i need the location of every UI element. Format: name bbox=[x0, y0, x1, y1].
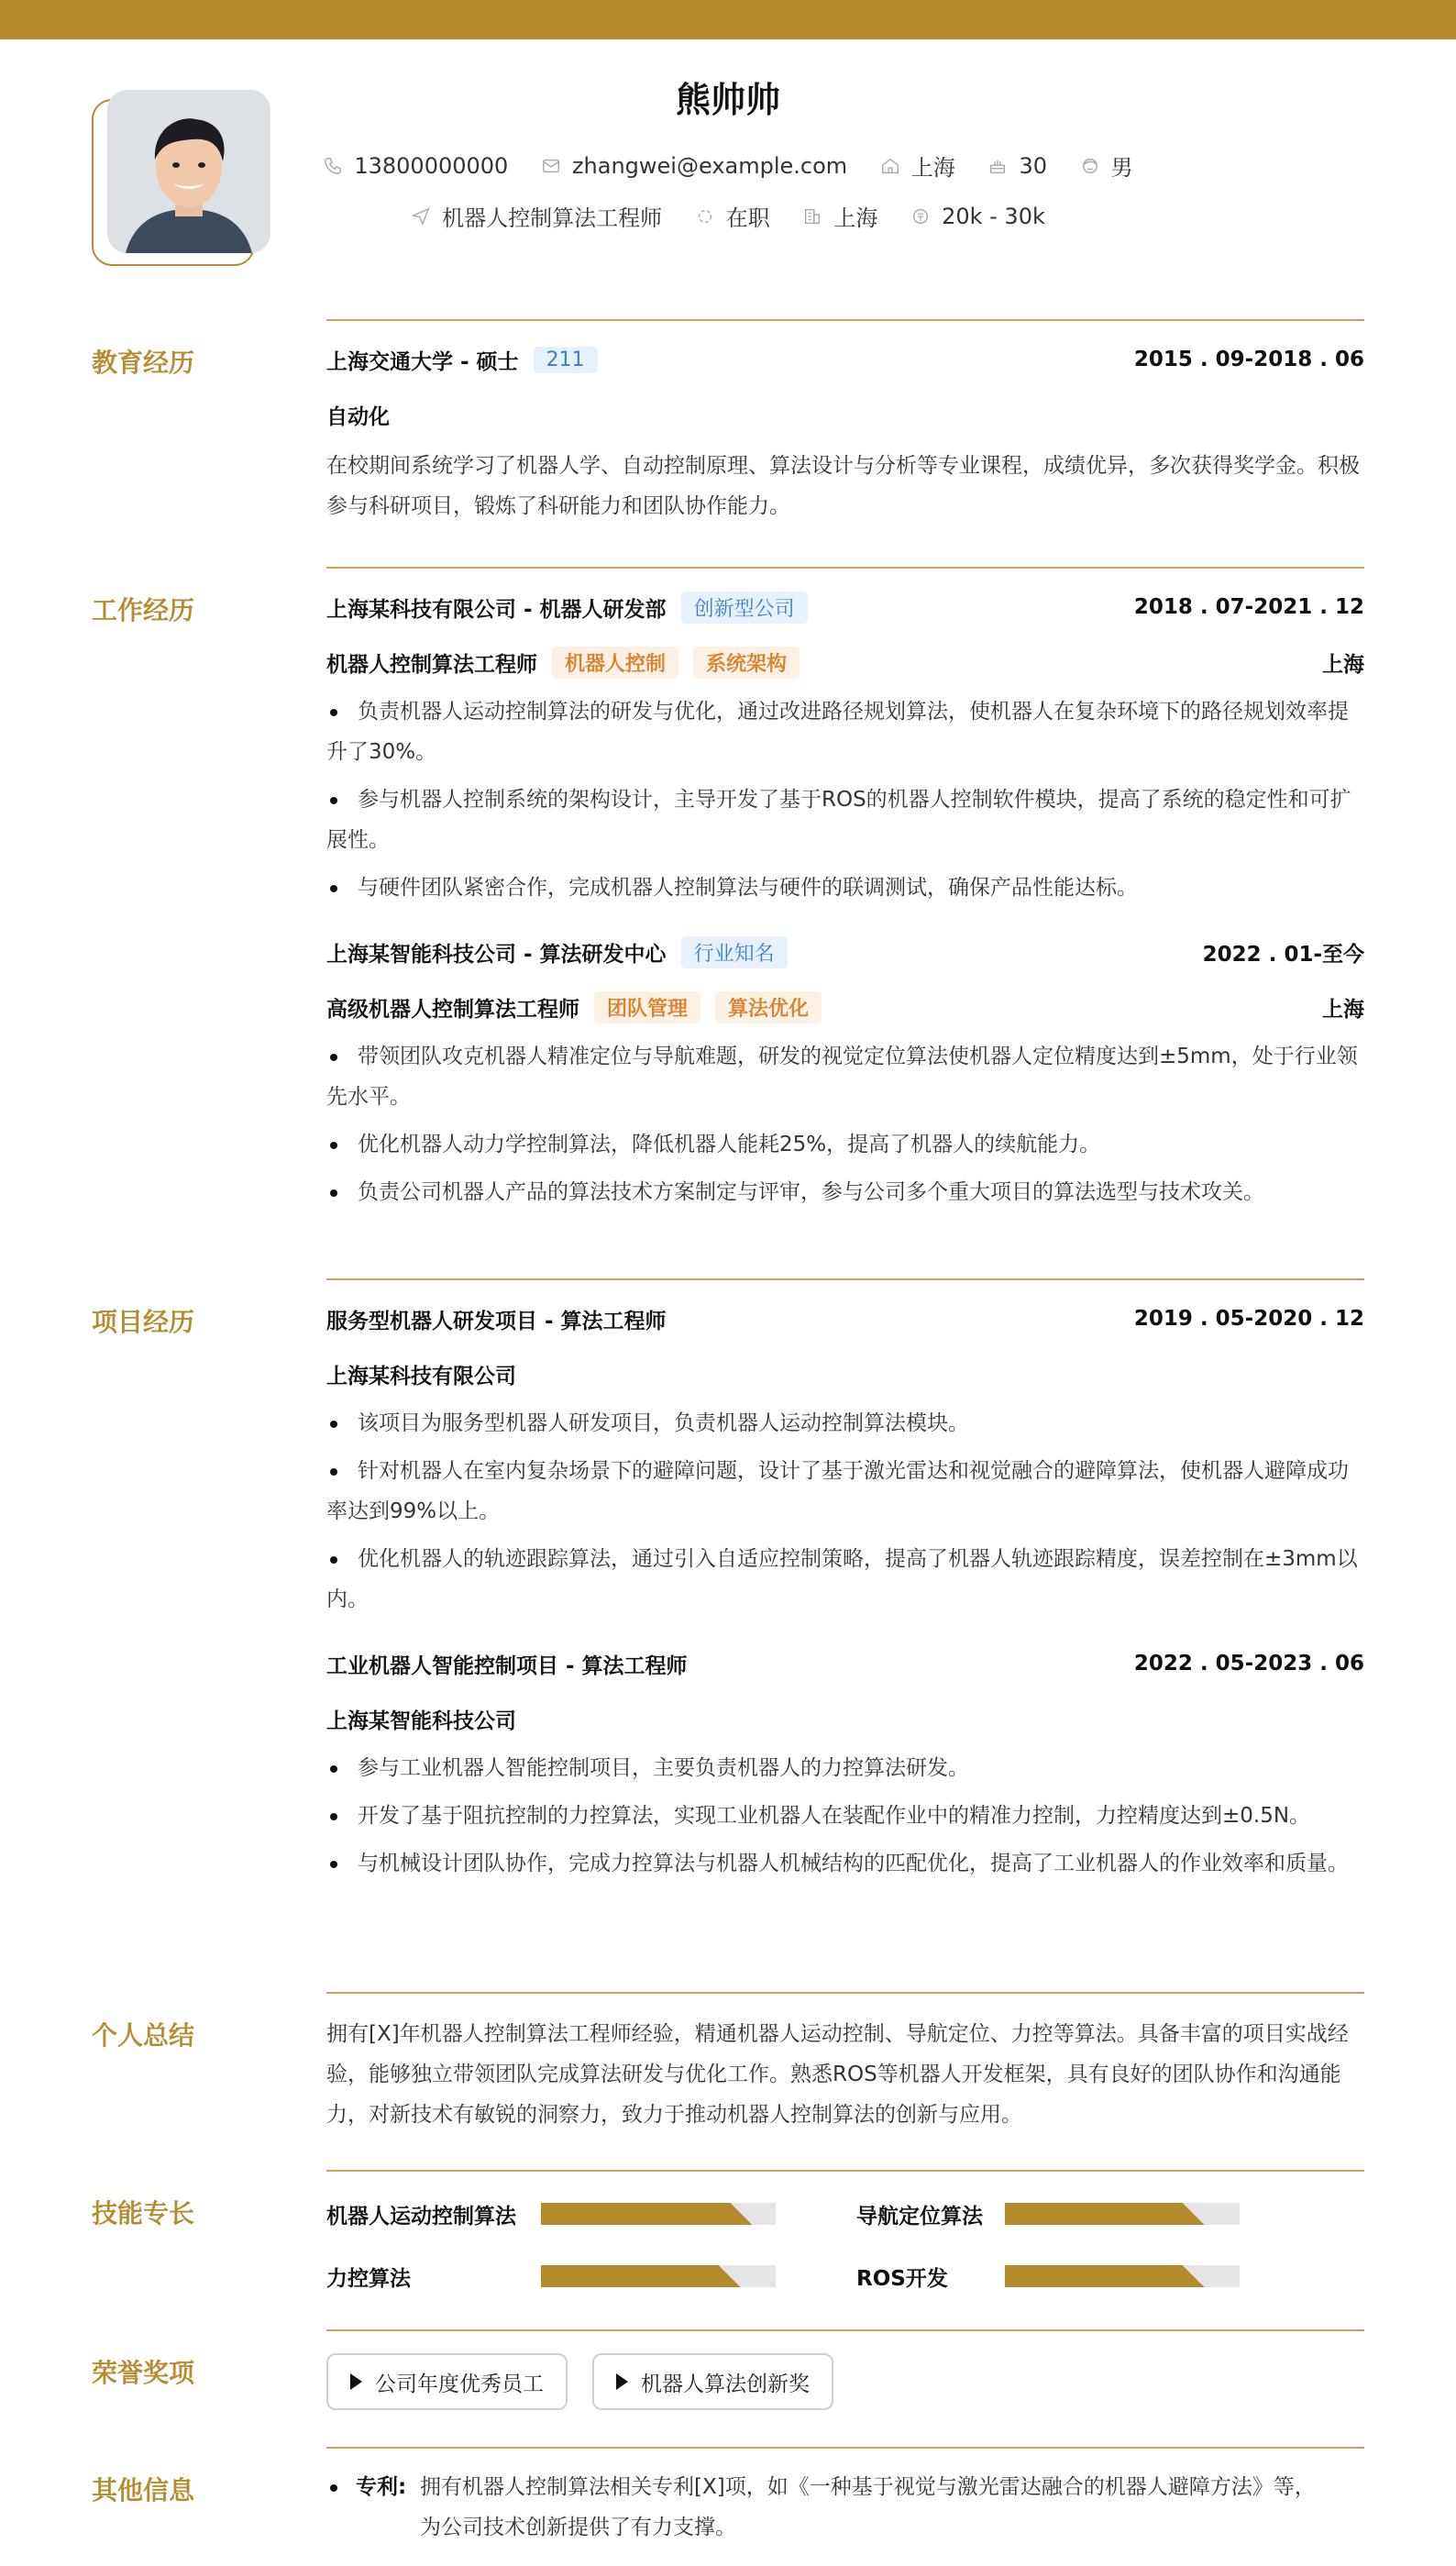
job-title-item bbox=[411, 200, 662, 232]
bullet-dot bbox=[330, 2484, 337, 2492]
projects-content bbox=[326, 1300, 1364, 1891]
list-item: 与机械设计团队协作，完成力控算法与机器人机械结构的匹配优化，提高了工业机器人的作业效率和质量。 bbox=[326, 1843, 1364, 1884]
skill-fill bbox=[1005, 2265, 1205, 2287]
job-header-row bbox=[326, 934, 1364, 970]
role-tag: 团队管理 bbox=[594, 991, 700, 1023]
patent-text-line2: 为公司技术创新提供了有力支撑。 bbox=[420, 2516, 736, 2539]
role-name: 高级机器人控制算法工程师 bbox=[326, 997, 579, 1022]
skill-bar bbox=[1005, 2203, 1240, 2225]
award-item bbox=[592, 2353, 833, 2410]
list-item: 与硬件团队紧密合作，完成机器人控制算法与硬件的联调测试，确保产品性能达标。 bbox=[326, 868, 1364, 908]
list-item: 优化机器人的轨迹跟踪算法，通过引入自适应控制策略，提高了机器人轨迹跟踪精度，误差控制在±3mm以内。 bbox=[326, 1539, 1364, 1620]
company-tag: 创新型公司 bbox=[681, 592, 808, 624]
section-title: 工作经历 bbox=[92, 595, 195, 625]
skill-bar bbox=[541, 2203, 776, 2225]
project-name: 服务型机器人研发项目 - 算法工程师 bbox=[326, 1309, 667, 1333]
location-item bbox=[880, 149, 955, 182]
project-date: 2019 . 05-2020 . 12 bbox=[1133, 1307, 1364, 1331]
role-tag: 算法优化 bbox=[715, 991, 822, 1023]
skill-name: 导航定位算法 bbox=[856, 2204, 983, 2229]
target-city-text: 上海 bbox=[833, 205, 878, 231]
email-item bbox=[541, 153, 847, 179]
education-description: 在校期间系统学习了机器人学、自动控制原理、算法设计与分析等专业课程，成绩优异，多次获得奖学金。积极参与科研项目，锻炼了科研能力和团队协作能力。 bbox=[326, 454, 1360, 518]
skill-name: 力控算法 bbox=[326, 2266, 411, 2291]
skill-fill bbox=[541, 2265, 741, 2287]
list-item: 针对机器人在室内复杂场景下的避障问题，设计了基于激光雷达和视觉融合的避障算法，使机器人避障成功率达到99%以上。 bbox=[326, 1451, 1364, 1532]
project-company: 上海某科技有限公司 bbox=[326, 1364, 516, 1388]
job-entry bbox=[326, 934, 1364, 1212]
award-item bbox=[326, 2353, 568, 2410]
contact-row bbox=[0, 149, 1456, 182]
job-bullets bbox=[326, 691, 1364, 908]
section-divider bbox=[326, 1992, 1364, 1994]
section-divider bbox=[326, 567, 1364, 569]
job-city: 上海 bbox=[1322, 997, 1364, 1022]
mail-icon bbox=[541, 156, 561, 176]
job-city: 上海 bbox=[1322, 652, 1364, 677]
section-divider bbox=[326, 2170, 1364, 2172]
role-row bbox=[326, 644, 1364, 680]
school-tag: 211 bbox=[534, 347, 598, 373]
company-name: 上海某科技有限公司 - 机器人研发部 bbox=[326, 597, 667, 622]
target-city-item bbox=[802, 200, 877, 232]
top-accent-bar bbox=[0, 0, 1456, 39]
age-text: 30 bbox=[1019, 152, 1047, 179]
patent-label: 专利: bbox=[356, 2475, 407, 2499]
section-title: 技能专长 bbox=[92, 2198, 195, 2229]
education-date: 2015 . 09-2018 . 06 bbox=[1133, 348, 1364, 371]
section-divider bbox=[326, 319, 1364, 321]
skill-item bbox=[326, 2195, 776, 2232]
phone-item bbox=[323, 153, 508, 179]
project-date: 2022 . 05-2023 . 06 bbox=[1133, 1652, 1364, 1676]
list-item: 参与工业机器人智能控制项目，主要负责机器人的力控算法研发。 bbox=[326, 1748, 1364, 1788]
job-date: 2018 . 07-2021 . 12 bbox=[1133, 595, 1364, 619]
skill-bar bbox=[1005, 2265, 1240, 2287]
section-title: 个人总结 bbox=[92, 2020, 195, 2051]
work-content bbox=[326, 589, 1364, 1220]
job-intent-row bbox=[0, 200, 1456, 232]
project-bullets bbox=[326, 1748, 1364, 1884]
section-divider bbox=[326, 1278, 1364, 1280]
play-icon bbox=[616, 2373, 628, 2390]
status-item bbox=[695, 200, 770, 232]
home-icon bbox=[880, 156, 900, 176]
company-tag: 行业知名 bbox=[681, 936, 788, 968]
role-name: 机器人控制算法工程师 bbox=[326, 652, 537, 677]
section-title: 荣誉奖项 bbox=[92, 2358, 195, 2388]
play-icon bbox=[350, 2373, 362, 2390]
email-text: zhangwei@example.com bbox=[571, 152, 848, 179]
salary-text: 20k - 30k bbox=[942, 203, 1045, 229]
age-item bbox=[987, 153, 1047, 179]
education-content bbox=[326, 341, 1364, 526]
major-row bbox=[326, 396, 1364, 433]
candidate-name: 熊帅帅 bbox=[675, 80, 780, 120]
project-entry bbox=[326, 1300, 1364, 1620]
award-label: 机器人算法创新奖 bbox=[641, 2372, 810, 2396]
gender-item bbox=[1080, 149, 1133, 182]
project-header-row bbox=[326, 1645, 1364, 1682]
role-tag: 机器人控制 bbox=[552, 647, 678, 679]
company-name: 上海某智能科技公司 - 算法研发中心 bbox=[326, 942, 667, 967]
project-company-row bbox=[326, 1355, 1364, 1392]
section-title: 其他信息 bbox=[92, 2475, 195, 2505]
summary-text: 拥有[X]年机器人控制算法工程师经验，精通机器人运动控制、导航定位、力控等算法。具备丰富的项目实战经验，能够独立带领团队完成算法研发与优化工作。熟悉ROS等机器人开发框架，具有良好的团队协作和沟通能力，对新技术有敏锐的洞察力，致力于推动机器人控制算法的创新与应用。 bbox=[326, 2022, 1349, 2127]
job-header-row bbox=[326, 589, 1364, 625]
phone-text: 13800000000 bbox=[354, 152, 509, 179]
role-tag: 系统架构 bbox=[693, 647, 800, 679]
list-item: 负责机器人运动控制算法的研发与优化，通过改进路径规划算法，使机器人在复杂环境下的路径规划效率提升了30%。 bbox=[326, 691, 1364, 772]
skill-item bbox=[856, 2258, 1240, 2295]
job-bullets bbox=[326, 1036, 1364, 1212]
list-item: 参与机器人控制系统的架构设计，主导开发了基于ROS的机器人控制软件模块，提高了系统的稳定性和可扩展性。 bbox=[326, 780, 1364, 860]
cake-icon bbox=[987, 156, 1008, 176]
send-icon bbox=[411, 206, 431, 227]
school-name: 上海交通大学 - 硕士 bbox=[326, 349, 519, 374]
project-company: 上海某智能科技公司 bbox=[326, 1709, 516, 1733]
list-item: 带领团队攻克机器人精准定位与导航难题，研发的视觉定位算法使机器人定位精度达到±5mm，处于行业领先水平。 bbox=[326, 1036, 1364, 1117]
status-text: 在职 bbox=[725, 205, 770, 231]
role-row bbox=[326, 989, 1364, 1025]
section-divider bbox=[326, 2447, 1364, 2449]
major-name: 自动化 bbox=[326, 404, 390, 429]
section-title: 项目经历 bbox=[92, 1307, 195, 1337]
section-divider bbox=[326, 2329, 1364, 2331]
award-label: 公司年度优秀员工 bbox=[375, 2372, 544, 2396]
skill-bar bbox=[541, 2265, 776, 2287]
job-title-text: 机器人控制算法工程师 bbox=[442, 205, 663, 231]
patent-text-line1: 拥有机器人控制算法相关专利[X]项，如《一种基于视觉与激光雷达融合的机器人避障方法》等， bbox=[420, 2475, 1316, 2499]
gender-text: 男 bbox=[1110, 155, 1133, 181]
job-entry bbox=[326, 589, 1364, 908]
education-header-row bbox=[326, 341, 1364, 378]
coin-icon bbox=[910, 206, 931, 227]
salary-item bbox=[910, 204, 1045, 229]
project-name: 工业机器人智能控制项目 - 算法工程师 bbox=[326, 1654, 688, 1678]
section-title: 教育经历 bbox=[92, 348, 195, 378]
project-entry bbox=[326, 1645, 1364, 1884]
skill-name: 机器人运动控制算法 bbox=[326, 2204, 516, 2229]
building-icon bbox=[802, 206, 822, 227]
list-item: 该项目为服务型机器人研发项目，负责机器人运动控制算法模块。 bbox=[326, 1403, 1364, 1443]
phone-icon bbox=[323, 156, 343, 176]
loading-icon bbox=[695, 206, 715, 227]
skill-name: ROS开发 bbox=[856, 2266, 948, 2291]
project-company-row bbox=[326, 1700, 1364, 1737]
list-item: 优化机器人动力学控制算法，降低机器人能耗25%，提高了机器人的续航能力。 bbox=[326, 1124, 1364, 1165]
skill-item bbox=[326, 2258, 776, 2295]
skill-fill bbox=[541, 2203, 752, 2225]
skill-item bbox=[856, 2195, 1240, 2232]
project-bullets bbox=[326, 1403, 1364, 1620]
location-text: 上海 bbox=[910, 155, 955, 181]
list-item: 开发了基于阻抗控制的力控算法，实现工业机器人在装配作业中的精准力控制，力控精度达到±0.5N。 bbox=[326, 1796, 1364, 1836]
job-date: 2022 . 01-至今 bbox=[1202, 942, 1364, 967]
skill-fill bbox=[1005, 2203, 1205, 2225]
face-icon bbox=[1080, 156, 1100, 176]
project-header-row bbox=[326, 1300, 1364, 1337]
summary-content bbox=[326, 2014, 1364, 2135]
list-item: 负责公司机器人产品的算法技术方案制定与评审，参与公司多个重大项目的算法选型与技术攻关。 bbox=[326, 1172, 1364, 1212]
